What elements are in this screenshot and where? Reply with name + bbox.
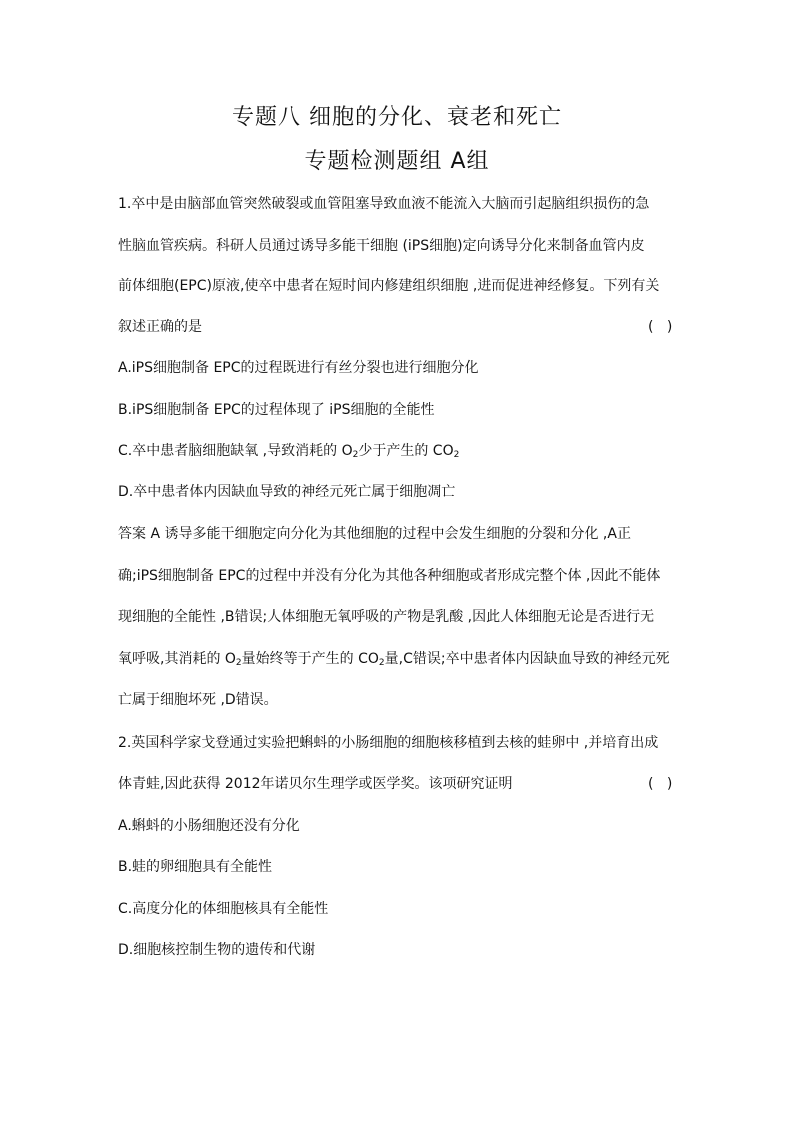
q2-option-b: B.蛙的卵细胞具有全能性 — [118, 859, 273, 875]
page-title: 专题八 细胞的分化、衰老和死亡 — [232, 105, 562, 130]
page-subtitle: 专题检测题组 A组 — [304, 149, 490, 174]
q2-option-c: C.高度分化的体细胞核具有全能性 — [118, 901, 329, 917]
q1-stem-line-4: 叙述正确的是 — [118, 319, 202, 335]
q1-option-b: B.iPS细胞制备 EPC的过程体现了 iPS细胞的全能性 — [118, 402, 435, 418]
q2-option-a: A.蝌蚪的小肠细胞还没有分化 — [118, 818, 300, 834]
q1-option-d: D.卒中患者体内因缺血导致的神经元死亡属于细胞凋亡 — [118, 484, 456, 500]
q1-stem-line-1: 1.卒中是由脑部血管突然破裂或血管阻塞导致血液不能流入大脑而引起脑组织损伤的急 — [118, 196, 650, 212]
q1-option-c: C.卒中患者脑细胞缺氧 ,导致消耗的 $O_2$少于产生的 $CO_2$ — [118, 443, 460, 460]
q1-answer-line-3: 现细胞的全能性 ,B错误;人体细胞无氧呼吸的产物是乳酸 ,因此人体细胞无论是否进行无 — [118, 609, 655, 625]
q2-answer-bracket: ( ) — [648, 776, 673, 792]
q2-stem-line-1: 2.英国科学家戈登通过实验把蝌蚪的小肠细胞的细胞核移植到去核的蛙卵中 ,并培育出成 — [118, 735, 659, 751]
q1-answer-line-1: 答案 A 诱导多能干细胞定向分化为其他细胞的过程中会发生细胞的分裂和分化 ,A正 — [118, 526, 631, 542]
q1-answer-line-5: 亡属于细胞坏死 ,D错误。 — [118, 692, 278, 708]
q1-stem-line-3: 前体细胞(EPC)原液,使卒中患者在短时间内修建组织细胞 ,进而促进神经修复。下列有关 — [118, 278, 660, 294]
q2-stem-line-2: 体青蛙,因此获得 2012年诺贝尔生理学或医学奖。该项研究证明 — [118, 776, 513, 792]
q1-answer-bracket: ( ) — [648, 319, 673, 335]
q2-option-d: D.细胞核控制生物的遗传和代谢 — [118, 942, 316, 958]
q1-stem-line-2: 性脑血管疾病。科研人员通过诱导多能干细胞 (iPS细胞)定向诱导分化来制备血管内皮 — [118, 238, 645, 254]
q1-option-a: A.iPS细胞制备 EPC的过程既进行有丝分裂也进行细胞分化 — [118, 360, 479, 376]
q1-answer-line-2: 确;iPS细胞制备 EPC的过程中并没有分化为其他各种细胞或者形成完整个体 ,因此不能体 — [118, 568, 661, 584]
q1-answer-line-4: 氧呼吸,其消耗的 $O_2$量始终等于产生的 $CO_2$量,C错误;卒中患者体内因缺血导致的神经元死 — [118, 651, 670, 668]
